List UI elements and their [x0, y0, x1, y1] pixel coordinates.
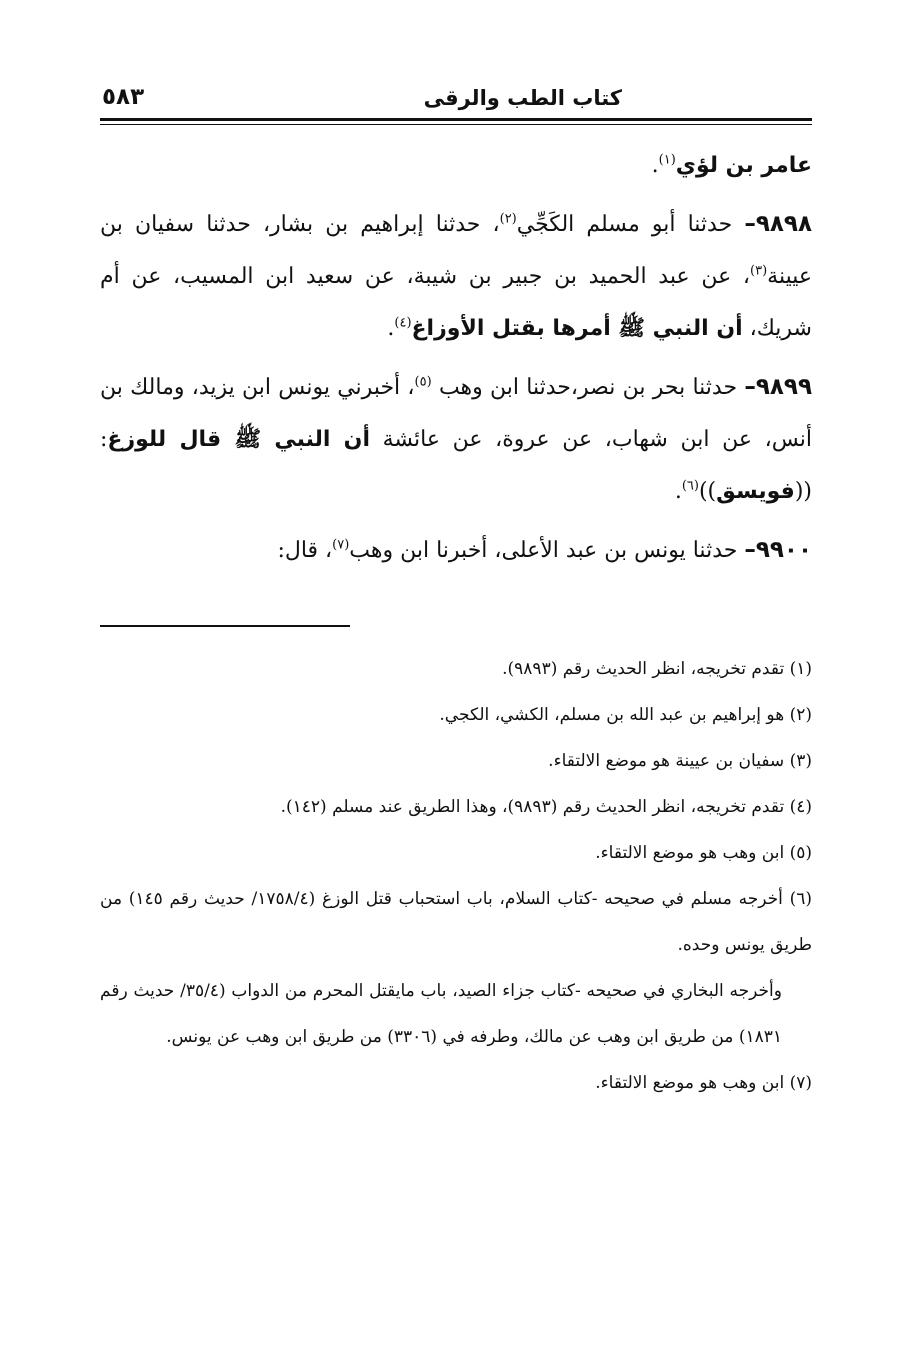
- footnotes: [100, 646, 812, 1106]
- running-title: كتاب الطب والرقى: [423, 86, 622, 110]
- page-header: [100, 84, 812, 118]
- footnote-3: (٣) سفيان بن عيينة هو موضع الالتقاء.: [548, 751, 812, 771]
- footnote-ref: (٤): [394, 315, 412, 331]
- header-rule: [100, 118, 812, 121]
- hadith-number: ٩٨٩٩–: [744, 374, 812, 400]
- hadith-matn-quote: فويسق: [716, 479, 795, 504]
- hadith-9899: ٩٨٩٩– حدثنا بحر بن نصر،حدثنا ابن وهب $^{(٥)}$، أخبرني يونس ابن يزيد، ومالك بن أنس، عن ابن شهاب، عن عروة، عن عائشة أن النبي ﷺ قال للوزغ: ((فويسق))$^{(٦)}$.: [100, 374, 812, 504]
- footnote-2: (٢) هو إبراهيم بن عبد الله بن مسلم، الكشي، الكجي.: [439, 705, 812, 725]
- footnote-7: (٧) ابن وهب هو موضع الالتقاء.: [595, 1073, 812, 1093]
- footnote-4: (٤) تقدم تخريجه، انظر الحديث رقم (٩٨٩٣)، وهذا الطريق عند مسلم (١٤٢).: [280, 797, 812, 817]
- hadith-9898: ٩٨٩٨– حدثنا أبو مسلم الكَجِّي$^{(٢)}$، حدثنا إبراهيم بن بشار، حدثنا سفيان بن عيينة$^{(٣)}$، عن عبد الحميد بن جبير بن شيبة، عن سعيد ابن المسيب، عن أم شريك، أن النبي ﷺ أمرها بقتل الأوزاغ$^{(٤)}$.: [100, 211, 812, 341]
- hadith-matn: أن النبي ﷺ أمرها بقتل الأوزاغ: [411, 316, 743, 341]
- footnote-ref: (٣): [750, 263, 768, 279]
- hadith-number: ٩٩٠٠–: [744, 537, 812, 563]
- footnote-6-continuation: وأخرجه البخاري في صحيحه -كتاب جزاء الصيد، باب مايقتل المحرم من الدواب (٣٥/٤/ حديث رقم ١٨٣١) من طريق ابن وهب عن مالك، وطرفه في (٣٣٠٦) من طريق ابن وهب عن يونس.: [100, 981, 782, 1047]
- hadith-number: ٩٨٩٨–: [744, 211, 812, 237]
- footnote-ref: (٦): [681, 478, 699, 494]
- footnote-ref: (٢): [499, 211, 517, 227]
- footnote-5: (٥) ابن وهب هو موضع الالتقاء.: [595, 843, 812, 863]
- footnote-1: (١) تقدم تخريجه، انظر الحديث رقم (٩٨٩٣).: [502, 659, 812, 679]
- paragraph-continuation: عامر بن لؤي$^{(١)}$.: [651, 152, 812, 178]
- footnote-ref: (٥): [414, 374, 432, 390]
- footnote-6: (٦) أخرجه مسلم في صحيحه -كتاب السلام، باب استحباب قتل الوزغ (١٧٥٨/٤/ حديث رقم ١٤٥) من طريق يونس وحده.: [100, 889, 812, 955]
- header-rule-thin: [100, 124, 812, 125]
- footnote-ref: (١): [658, 152, 676, 168]
- footnote-ref: (٧): [332, 537, 350, 553]
- book-page: [100, 0, 812, 1366]
- hadith-matn: أن النبي ﷺ قال للوزغ: [107, 427, 370, 452]
- hadith-9900: ٩٩٠٠– حدثنا يونس بن عبد الأعلى، أخبرنا ابن وهب$^{(٧)}$، قال:: [277, 537, 812, 563]
- page-number: ٥٨٣: [102, 84, 145, 110]
- footnote-separator: [100, 625, 350, 627]
- main-text: [100, 140, 812, 583]
